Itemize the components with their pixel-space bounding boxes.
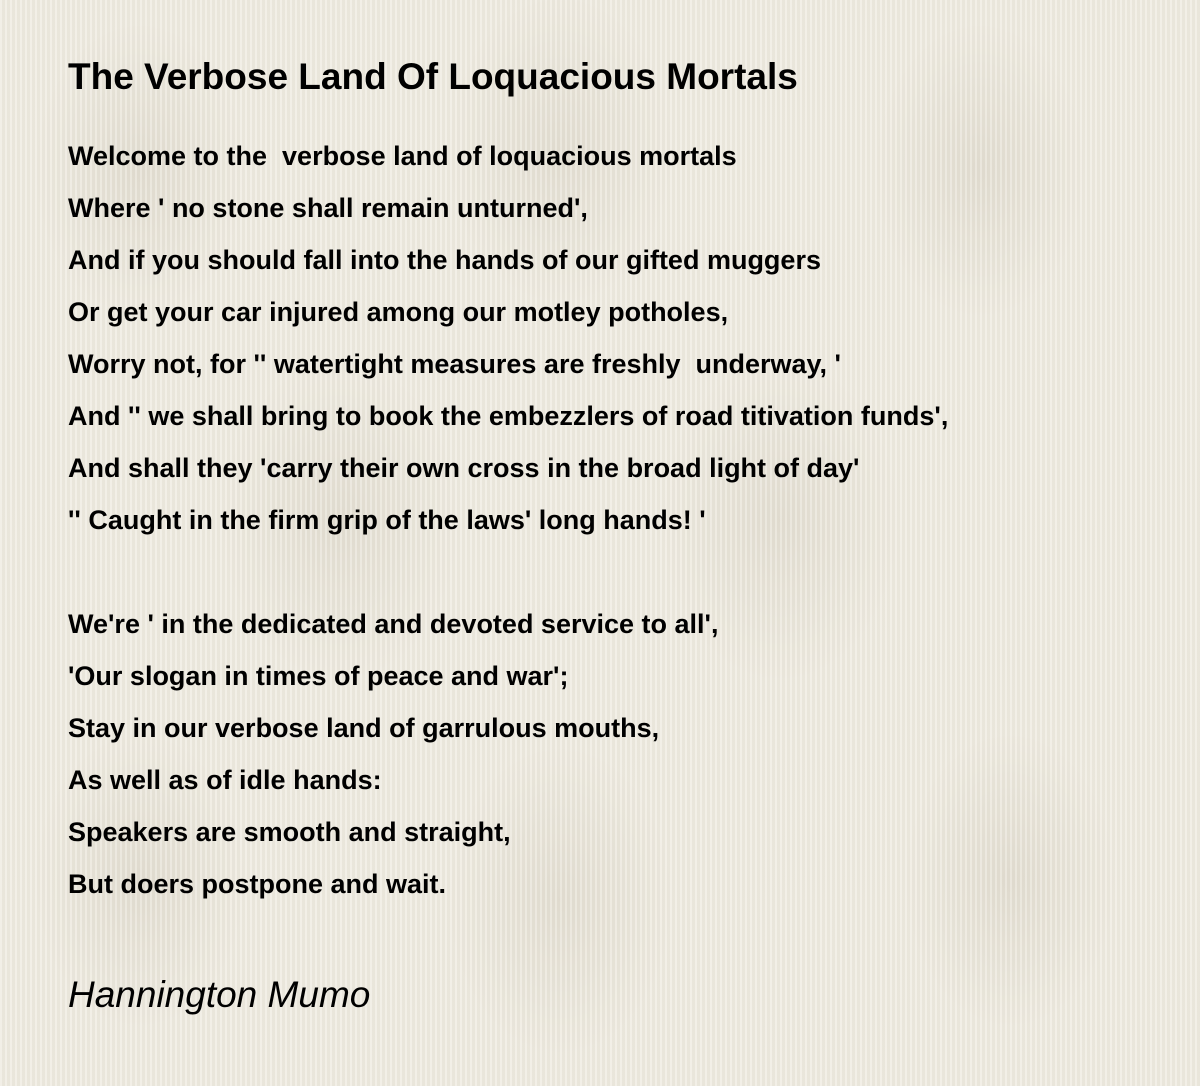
poem-line: Worry not, for '' watertight measures are freshly underway, ' xyxy=(68,349,841,379)
poem-line: Or get your car injured among our motley potholes, xyxy=(68,297,729,327)
poem-line: Where ' no stone shall remain unturned', xyxy=(68,193,588,223)
poem-body xyxy=(68,130,1188,910)
poem-line: And shall they 'carry their own cross in the broad light of day' xyxy=(68,453,860,483)
poem-line: And '' we shall bring to book the embezzlers of road titivation funds', xyxy=(68,401,949,431)
poem-line: Speakers are smooth and straight, xyxy=(68,817,511,847)
stanza-1 xyxy=(68,130,1188,546)
poem-line: We're ' in the dedicated and devoted service to all', xyxy=(68,609,719,639)
poem-author: Hannington Mumo xyxy=(68,974,371,1015)
poem-line: And if you should fall into the hands of our gifted muggers xyxy=(68,245,821,275)
stanza-2 xyxy=(68,598,1188,910)
poem-title: The Verbose Land Of Loquacious Mortals xyxy=(68,56,798,97)
poem-line: But doers postpone and wait. xyxy=(68,869,447,899)
poem-line: 'Our slogan in times of peace and war'; xyxy=(68,661,569,691)
poem-line: As well as of idle hands: xyxy=(68,765,382,795)
poem-container xyxy=(68,54,1188,1018)
poem-line: Welcome to the verbose land of loquacious mortals xyxy=(68,141,737,171)
poem-line: Stay in our verbose land of garrulous mouths, xyxy=(68,713,660,743)
poem-line: '' Caught in the firm grip of the laws' long hands! ' xyxy=(68,505,706,535)
